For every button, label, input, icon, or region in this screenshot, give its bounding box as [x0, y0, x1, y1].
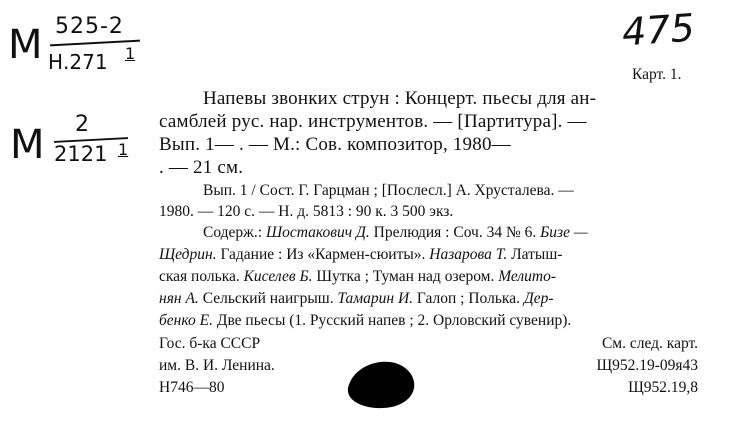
contents-line	[159, 290, 553, 308]
contents-author: бенко Е.	[159, 312, 213, 329]
contents-author: Бизе —	[540, 224, 588, 241]
contents-text: Галоп ; Полька.	[413, 290, 524, 307]
contents-text: Гадание : Из «Кармен-сюиты».	[216, 246, 430, 263]
contents-text: Латыш-	[507, 246, 563, 263]
contents-author: Дер-	[523, 290, 554, 307]
handwritten-mark-2: 1	[118, 140, 129, 159]
contents-text: Сельский наигрыш.	[198, 290, 338, 307]
classification-code-1: Щ952.19-09я43	[596, 357, 698, 374]
handwritten-numerator-1: 525-2	[55, 14, 124, 39]
contents-author: Назарова Т.	[429, 246, 508, 263]
library-name: Гос. б-ка СССР	[159, 335, 261, 352]
contents-author: нян А.	[159, 290, 199, 307]
title-line-4: . — 21 см.	[159, 157, 244, 178]
handwritten-top-right-number: 475	[620, 5, 696, 55]
contents-text: ская полька.	[159, 268, 244, 285]
card-code: Н746—80	[159, 379, 225, 396]
title-line-1: Напевы звонких струн : Концерт. пьесы для ан-	[203, 88, 597, 109]
volume-line-2: 1980. — 120 с. — Н. д. 5813 : 90 к. 3 500 экз.	[159, 203, 454, 220]
contents-text: Прелюдия : Соч. 34 № 6.	[369, 224, 541, 241]
library-name-2: им. В. И. Ленина.	[159, 357, 275, 374]
ink-stamp-blob	[342, 354, 422, 414]
contents-line	[159, 312, 571, 330]
contents-line	[203, 224, 588, 242]
handwritten-denominator-1: Н.271	[48, 50, 108, 74]
contents-text: Шутка ; Туман над озером.	[312, 268, 499, 285]
contents-author: Киселев Б.	[243, 268, 313, 285]
contents-line	[159, 268, 556, 286]
handwritten-letter-m-1: M	[8, 22, 43, 68]
title-line-3: Вып. 1— . — М.: Сов. композитор, 1980—	[159, 134, 511, 155]
contents-text: Две пьесы (1. Русский напев ; 2. Орловский сувенир).	[213, 312, 572, 329]
contents-text: Содерж.:	[203, 224, 266, 241]
volume-line-1: Вып. 1 / Сост. Г. Гарцман ; [Послесл.] А. Хрусталева. —	[203, 182, 574, 199]
card-number: Карт. 1.	[632, 66, 682, 83]
see-next-card: См. след. карт.	[601, 335, 698, 352]
classification-code-2: Щ952.19,8	[628, 379, 698, 396]
handwritten-numerator-2: 2	[75, 112, 89, 137]
contents-author: Мелито-	[498, 268, 557, 285]
contents-line	[159, 246, 562, 264]
handwritten-denominator-2: 2121	[54, 142, 108, 166]
contents-author: Щедрин.	[159, 246, 217, 263]
handwritten-mark-1: 1	[125, 44, 136, 63]
contents-author: Тамарин И.	[337, 290, 414, 307]
handwritten-letter-m-2: M	[10, 122, 45, 168]
contents-author: Шостакович Д.	[265, 224, 370, 241]
title-line-2: самблей рус. нар. инструментов. — [Партитура]. —	[159, 111, 587, 132]
